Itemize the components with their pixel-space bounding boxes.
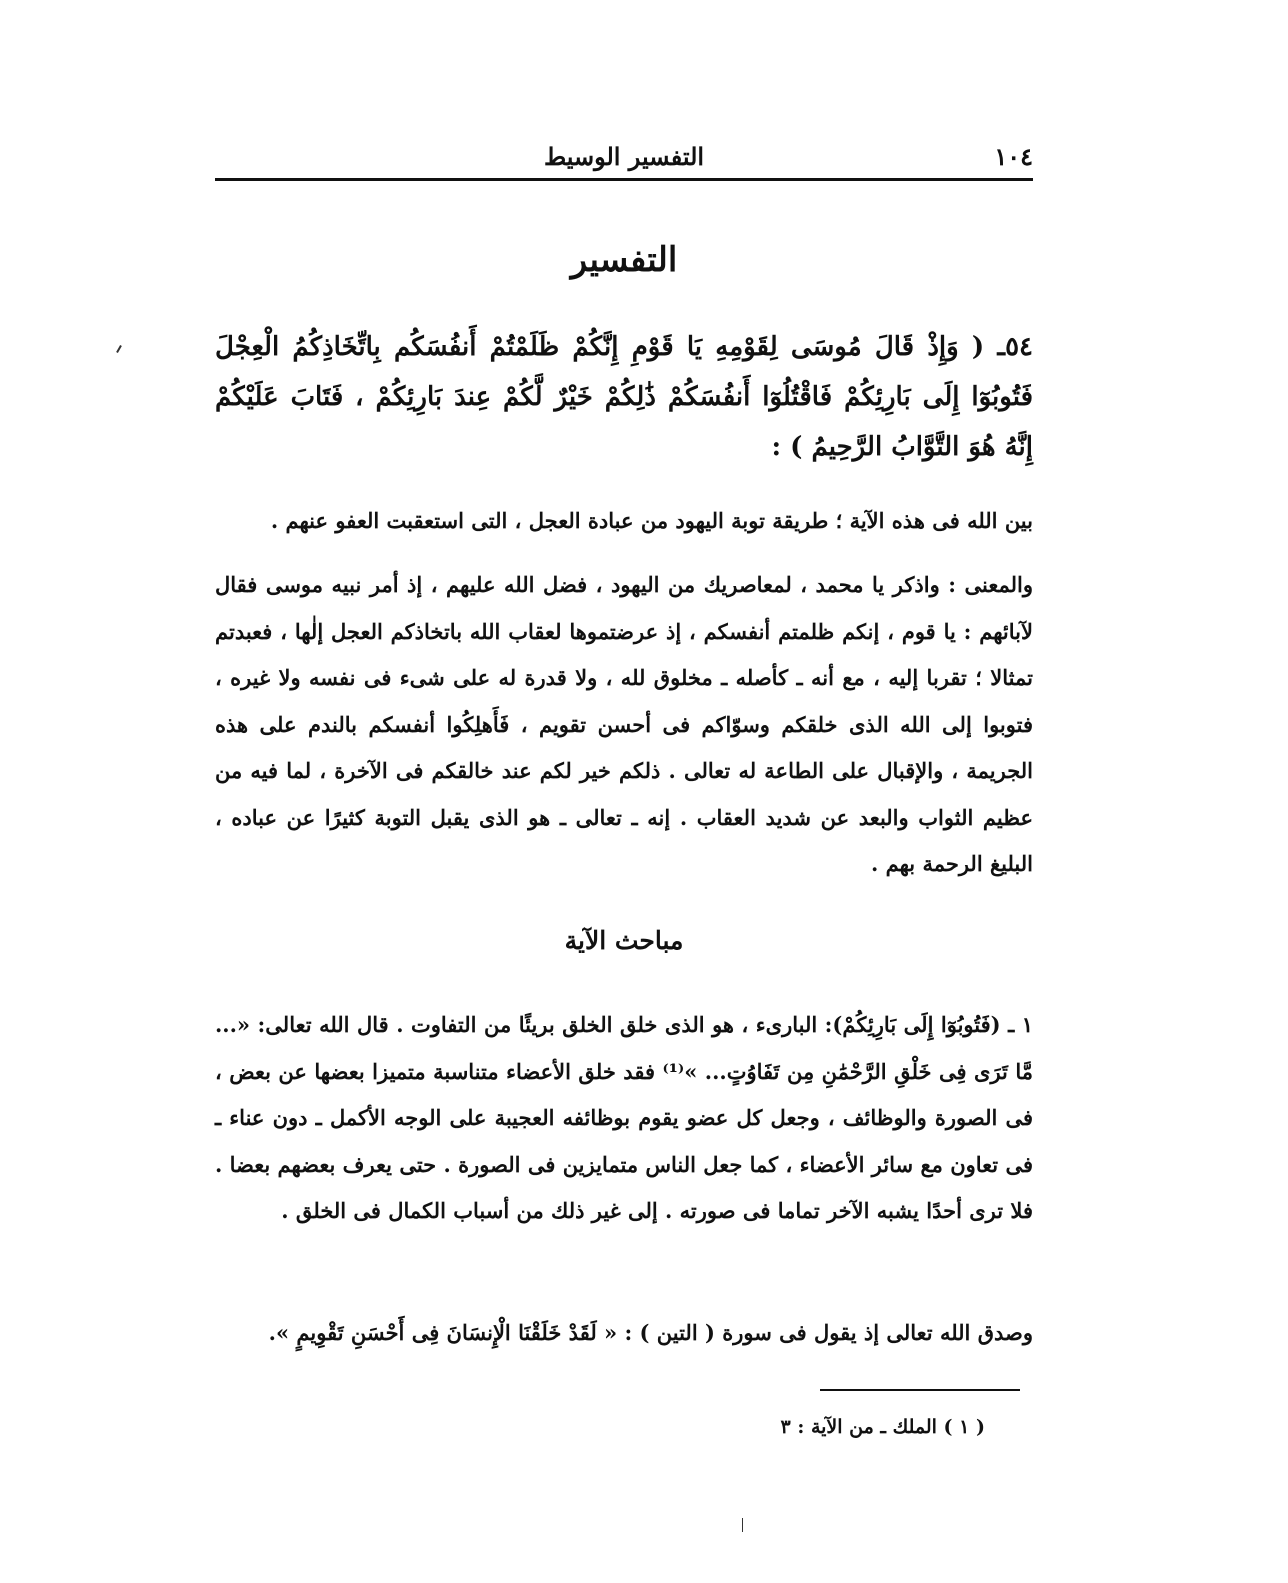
page-number: ١٠٤ [994, 142, 1033, 171]
discussion-heading: مباحث الآية [564, 926, 684, 955]
discussion-point-1: ١ ـ (فَتُوبُوٓا إِلَى بَارِئِكُمْ): البارىء ، هو الذى خلق الخلق بريئًا من التفاوت . قال الله تعالى: «... مَّا تَرَى فِى خَلْقِ الرَّحْمَٰنِ مِن تَفَاوُتٍ... »⁽¹⁾ فقد خلق الأعضاء متناسبة متميزا بعضها عن بعض ، فى الصورة والوظائف ، وجعل كل عضو يقوم بوظائفه العجيبة على الوجه الأكمل ـ دون عناء ـ فى تعاون مع سائر الأعضاء ، كما جعل الناس متمايزين فى الصورة . حتى يعرف بعضهم بعضا . فلا ترى أحدًا يشبه الآخر تماما فى صورته . إلى غير ذلك من أسباب الكمال فى الخلق . [215, 1012, 1033, 1223]
intro-paragraph: بين الله فى هذه الآية ؛ طريقة توبة اليهود من عبادة العجل ، التى استعقبت العفو عنهم . [270, 508, 1033, 533]
footnote-divider [820, 1389, 1020, 1391]
section-title: التفسير [570, 240, 678, 280]
quran-verse: ٥٤ـ ( وَإِذْ قَالَ مُوسَى لِقَوْمِهِ يَا قَوْمِ إِنَّكُمْ ظَلَمْتُمْ أَنفُسَكُم بِاتِّخَاذِكُمُ الْعِجْلَ فَتُوبُوٓا إِلَى بَارِئِكُمْ فَاقْتُلُوٓا أَنفُسَكُمْ ذَٰلِكُمْ خَيْرٌ لَّكُمْ عِندَ بَارِئِكُمْ ، فَتَابَ عَلَيْكُمْ إِنَّهُ هُوَ التَّوَّابُ الرَّحِيمُ ) : [215, 332, 1033, 462]
closing-paragraph: وصدق الله تعالى إذ يقول فى سورة ( التين ) : « لَقَدْ خَلَقْنَا الْإِنسَانَ فِى أَحْسَنِ تَقْوِيمٍ ». [268, 1320, 1033, 1345]
meaning-paragraph: والمعنى : واذكر يا محمد ، لمعاصريك من اليهود ، فضل الله عليهم ، إذ أمر نبيه موسى فقال لآبائهم : يا قوم ، إنكم ظلمتم أنفسكم ، إذ عرضتموها لعقاب الله باتخاذكم العجل إلٰها ، فعبدتم تمثالا ؛ تقربا إليه ، مع أنه ـ كأصله ـ مخلوق لله ، ولا قدرة له على شىء فى نفسه ولا غيره ، فتوبوا إلى الله الذى خلقكم وسوّاكم فى أحسن تقويم ، فَأَهلِكُوا أنفسكم بالندم على هذه الجريمة ، والإقبال على الطاعة له تعالى . ذلكم خير لكم عند خالقكم فى الآخرة ، لما فيه من عظيم الثواب والبعد عن شديد العقاب . إنه ـ تعالى ـ هو الذى يقبل التوبة كثيرًا عن عباده ، البليغ الرحمة بهم . [215, 572, 1034, 876]
header-divider [215, 178, 1033, 181]
scan-artifact [116, 345, 122, 353]
running-title: التفسير الوسيط [543, 142, 705, 171]
footnote: ( ١ ) الملك ـ من الآية : ٣ [780, 1416, 985, 1438]
scan-artifact [742, 1518, 743, 1532]
page-header [215, 138, 1033, 180]
